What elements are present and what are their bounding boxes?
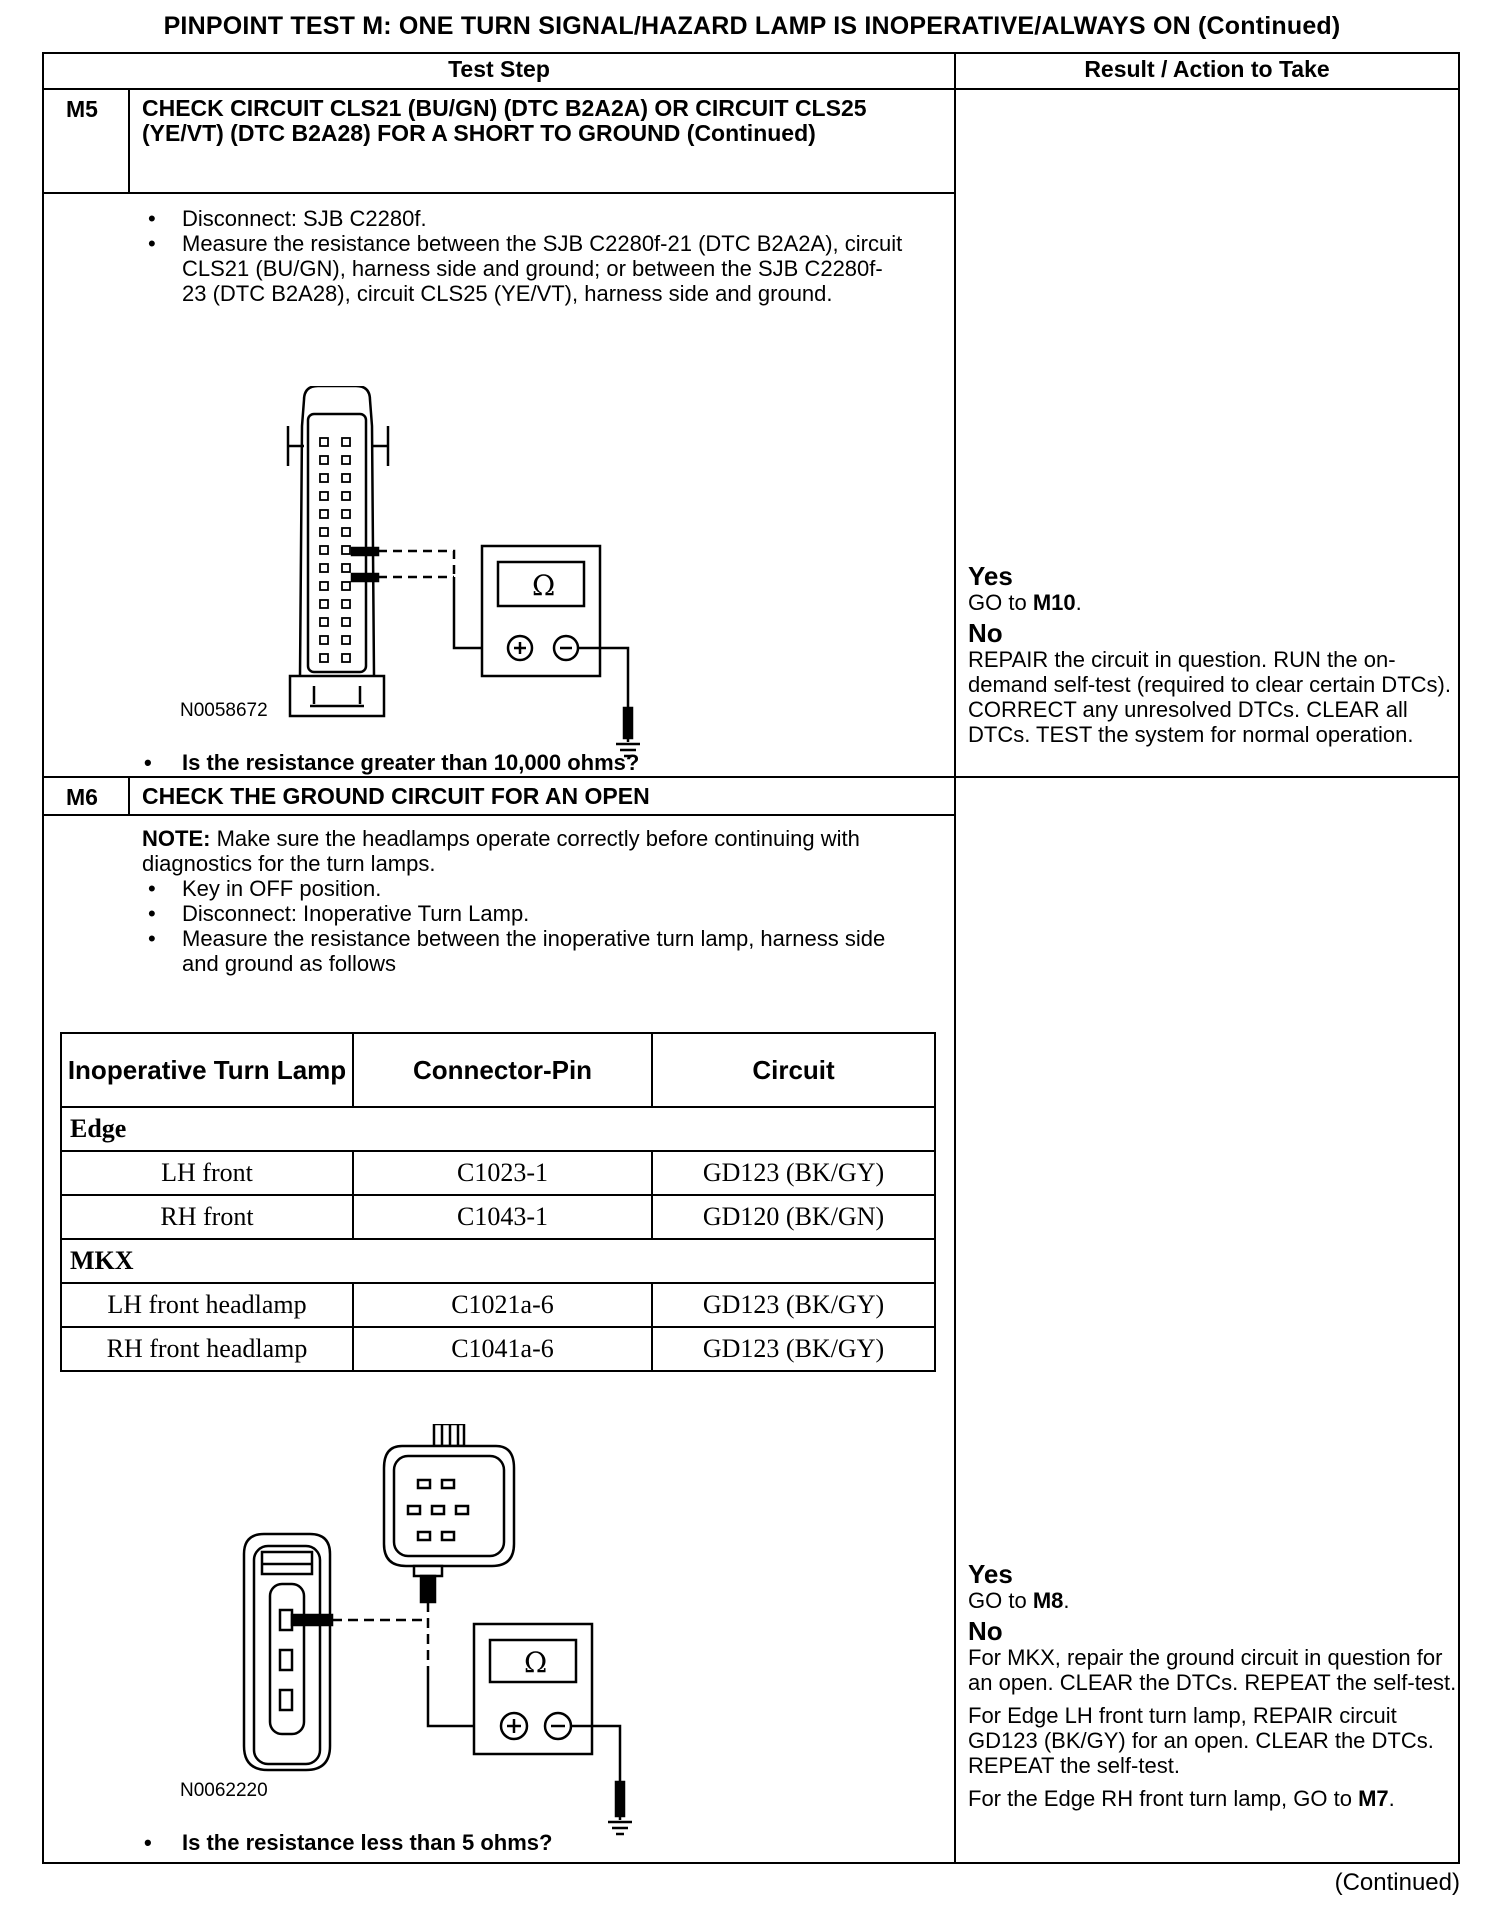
m5-bullet-1: • Disconnect: SJB C2280f. (144, 206, 904, 231)
edge-connector (244, 1534, 332, 1770)
m5-yes-line: GO to M10. (968, 590, 1082, 615)
m6-bullet-3: • Measure the resistance between the inoperative turn lamp, harness side and ground as follows (144, 926, 904, 976)
m6-yes-target: M8 (1032, 1588, 1064, 1613)
column-divider (954, 54, 956, 1862)
m6-note-label: NOTE: (142, 826, 211, 851)
col-header-connector: Connector-Pin (353, 1033, 652, 1107)
ohmmeter (482, 546, 600, 676)
m5-yes-target: M10 (1032, 590, 1076, 615)
test-table (42, 52, 1460, 1864)
col-header-circuit: Circuit (652, 1033, 935, 1107)
cell-connector: C1021a-6 (353, 1283, 652, 1327)
m6-no-text-2: For Edge LH front turn lamp, REPAIR circuit GD123 (BK/GY) for an open. CLEAR the DTCs. REPEAT the self-test. (968, 1703, 1434, 1778)
result-header: Result / Action to Take (1084, 56, 1330, 82)
m6-yes-text: GO to (968, 1588, 1027, 1613)
m6-yes-label: Yes (968, 1559, 1013, 1589)
group-row (61, 1239, 935, 1283)
cell-circuit: GD123 (BK/GY) (652, 1327, 935, 1371)
table-header-row (61, 1033, 935, 1107)
cell-lamp: RH front (61, 1195, 353, 1239)
cell-lamp: LH front (61, 1151, 353, 1195)
page-title: PINPOINT TEST M: ONE TURN SIGNAL/HAZARD LAMP IS INOPERATIVE/ALWAYS ON (Continued) (163, 12, 1341, 40)
table-row (61, 1151, 935, 1195)
step-id-m5: M5 (66, 96, 98, 122)
table-row (61, 1195, 935, 1239)
header-divider (44, 88, 1458, 90)
m5-yes-text: GO to (968, 590, 1027, 615)
m5-yes-label: Yes (968, 561, 1013, 591)
cell-connector: C1043-1 (353, 1195, 652, 1239)
m6-no-text-1: For MKX, repair the ground circuit in question for an open. CLEAR the DTCs. REPEAT the self-test. (968, 1645, 1457, 1695)
step-id-m6: M6 (66, 784, 98, 810)
m6-yes-line: GO to M8. (968, 1588, 1070, 1613)
group-edge: Edge (61, 1107, 935, 1151)
table-row (61, 1283, 935, 1327)
m6-no-text-3-target: M7 (1358, 1786, 1389, 1811)
cell-lamp: RH front headlamp (61, 1327, 353, 1371)
m5-bullet-2: • Measure the resistance between the SJB C2280f-21 (DTC B2A2A), circuit CLS21 (BU/GN), harness side and ground; or between the SJB C2280f-23 (DTC B2A28), circuit CLS25 (YE/VT), harness side and ground. (144, 231, 904, 306)
m6-no-text-3-prefix: For the Edge RH front turn lamp, GO to (968, 1786, 1352, 1811)
m6-no-text-3: For the Edge RH front turn lamp, GO to M7. (968, 1786, 1395, 1811)
m6-question: • Is the resistance less than 5 ohms? (182, 1830, 552, 1856)
m6-ohmmeter (474, 1624, 592, 1754)
group-row (61, 1107, 935, 1151)
m6-bullet-2: • Disconnect: Inoperative Turn Lamp. (144, 901, 904, 926)
mkx-connector (384, 1424, 514, 1602)
continued-label: (Continued) (1334, 1869, 1460, 1896)
cell-connector: C1023-1 (353, 1151, 652, 1195)
m5-no-text: REPAIR the circuit in question. RUN the on-demand self-test (required to clear certain DTCs). CORRECT any unresolved DTCs. CLEAR all DTCs. TEST the system for normal operation. (968, 647, 1451, 747)
test-step-header: Test Step (448, 56, 550, 82)
step-title-divider-m6 (44, 814, 954, 816)
m6-instructions (144, 876, 904, 976)
m6-note (142, 826, 882, 876)
m5-result (968, 562, 1458, 747)
m6-note-text: Make sure the headlamps operate correctly before continuing with diagnostics for the turn lamps. (142, 826, 860, 876)
m6-no-label: No (968, 1616, 1003, 1646)
step-id-divider-m6 (128, 778, 130, 814)
m6-ohm-symbol: Ω (524, 1646, 548, 1679)
cell-circuit: GD120 (BK/GN) (652, 1195, 935, 1239)
m5-instructions (144, 206, 904, 306)
m6-bullet-1: • Key in OFF position. (144, 876, 904, 901)
m6-figure-id: N0062220 (180, 1780, 268, 1801)
m6-result (968, 1560, 1458, 1811)
step-title-divider-m5 (44, 192, 954, 194)
group-mkx: MKX (61, 1239, 935, 1283)
m5-no-label: No (968, 618, 1003, 648)
ohm-symbol: Ω (532, 569, 556, 602)
cell-circuit: GD123 (BK/GY) (652, 1283, 935, 1327)
m6-diagram (224, 1424, 784, 1844)
m5-diagram (284, 386, 744, 766)
cell-circuit: GD123 (BK/GY) (652, 1151, 935, 1195)
step-divider-m5-m6 (44, 776, 1458, 778)
m5-question: • Is the resistance greater than 10,000 ohms? (182, 750, 639, 776)
step-title-m5: CHECK CIRCUIT CLS21 (BU/GN) (DTC B2A2A) OR CIRCUIT CLS25 (YE/VT) (DTC B2A28) FOR A SHORT TO GROUND (Continued) (142, 95, 867, 146)
cell-lamp: LH front headlamp (61, 1283, 353, 1327)
step-id-divider-m5 (128, 90, 130, 192)
col-header-lamp: Inoperative Turn Lamp (61, 1033, 353, 1107)
step-title-m6: CHECK THE GROUND CIRCUIT FOR AN OPEN (142, 783, 650, 809)
cell-connector: C1041a-6 (353, 1327, 652, 1371)
lamp-circuit-table (60, 1032, 936, 1372)
m5-figure-id: N0058672 (180, 700, 268, 721)
table-row (61, 1327, 935, 1371)
